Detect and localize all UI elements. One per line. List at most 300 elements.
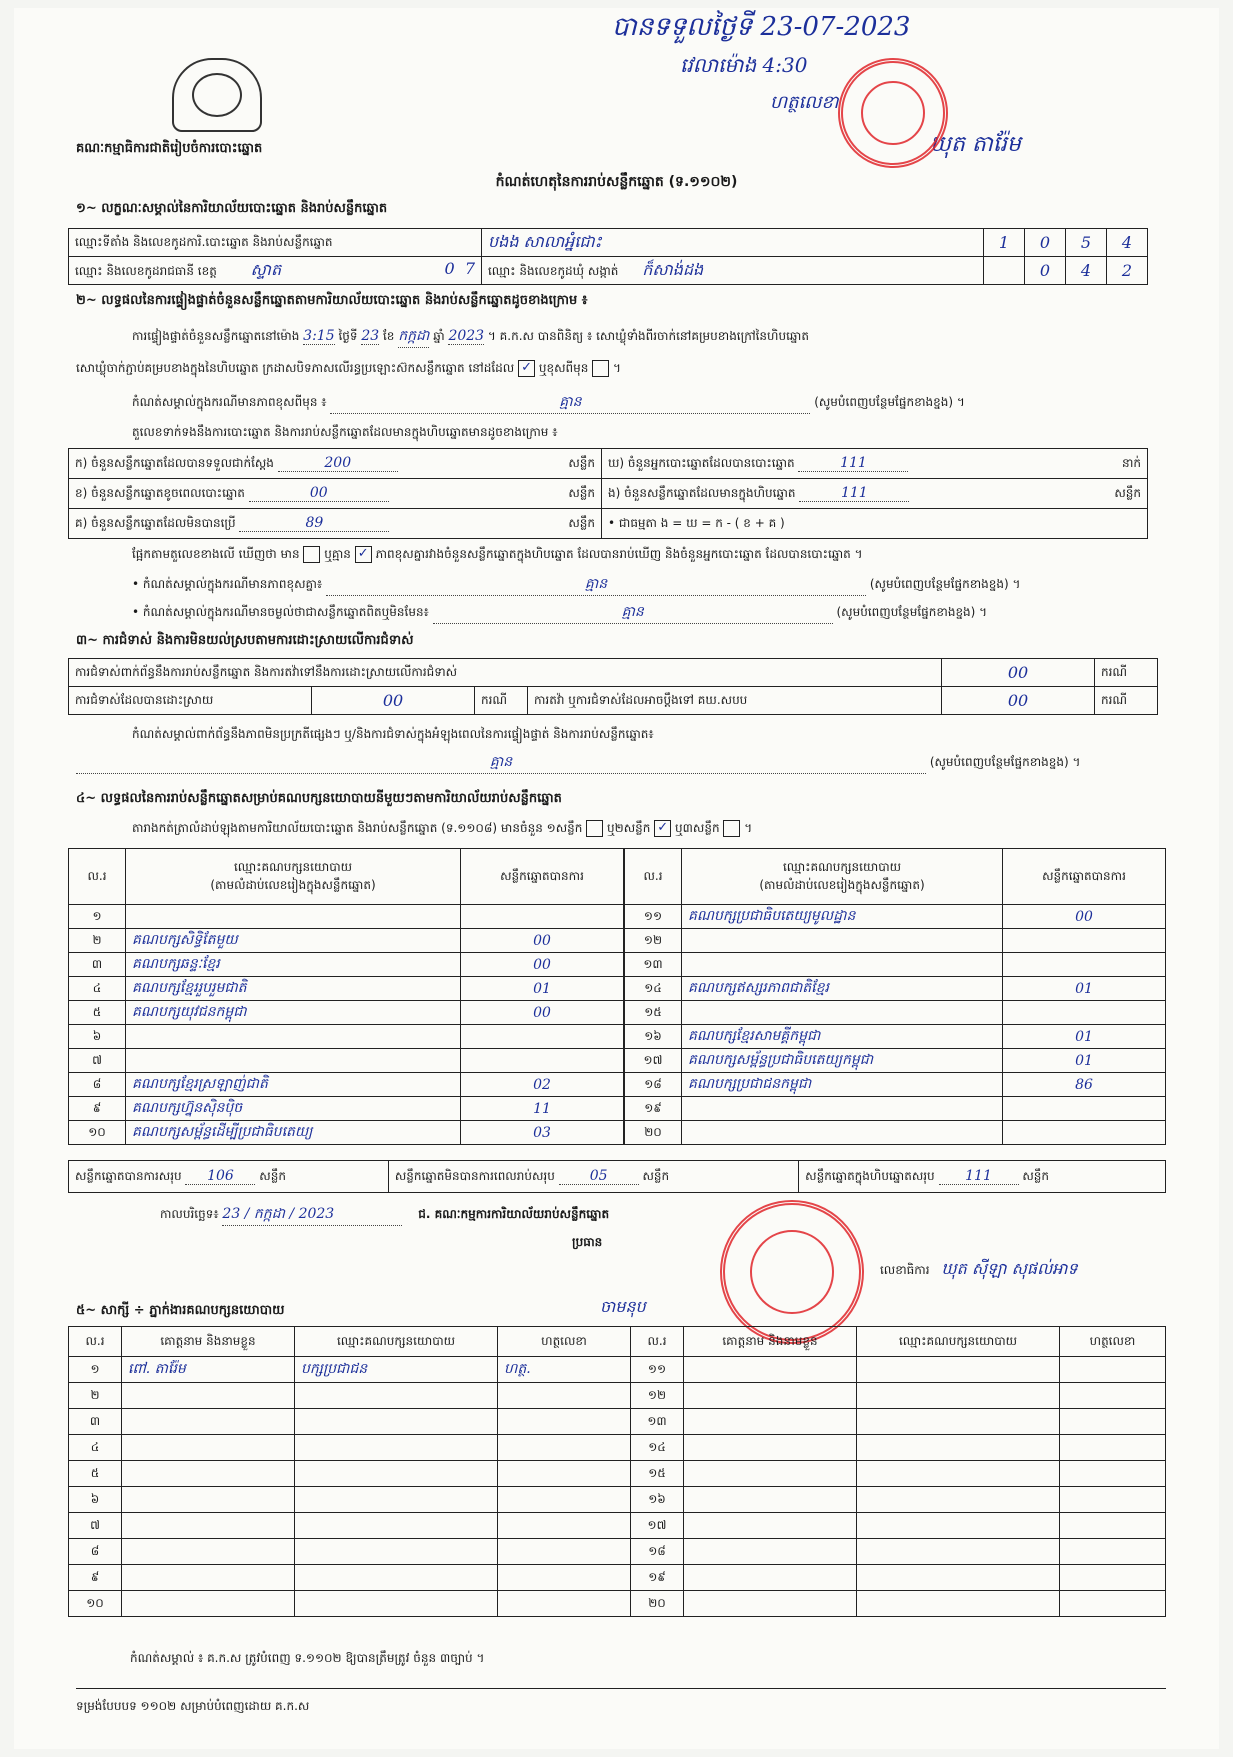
witness-name: ពៅ. តារ៉ែម xyxy=(122,1357,295,1383)
col-party xyxy=(126,849,461,905)
chair-label: ប្រធាន xyxy=(572,1235,603,1249)
witness-name xyxy=(122,1461,295,1487)
difference-no-checkbox[interactable]: ✓ xyxy=(355,546,372,563)
witness-signature-right xyxy=(1060,1383,1166,1409)
three-sheet-checkbox[interactable] xyxy=(723,820,740,837)
figure-e xyxy=(602,479,1148,509)
witness-no-right: ១១ xyxy=(631,1357,684,1383)
verify-year: 2023 xyxy=(448,328,485,344)
irregularity-hint: (សូមបំពេញបន្ថែមផ្នែកខាងខ្នង) ។ xyxy=(929,755,1081,769)
result-row xyxy=(625,929,1166,953)
note1-line xyxy=(132,392,1172,414)
footer-divider xyxy=(76,1688,1166,1689)
witness-name-right xyxy=(684,1435,857,1461)
witness-no-right: ១៩ xyxy=(631,1565,684,1591)
result-no: ១៤ xyxy=(625,977,682,1001)
total-box-value: 111 xyxy=(939,1168,1019,1185)
appeal-value: 00 xyxy=(942,687,1095,715)
witness-no-right: ១៣ xyxy=(631,1409,684,1435)
witness-row xyxy=(69,1513,1166,1539)
result-votes: 00 xyxy=(461,1001,624,1025)
witness-party-right xyxy=(857,1513,1060,1539)
witness-no: ៦ xyxy=(69,1487,122,1513)
figure-b-unit: សន្លឹក xyxy=(568,485,595,500)
resolved-label: ការជំទាស់ដែលបានដោះស្រាយ xyxy=(69,687,312,715)
witness-signature-right xyxy=(1060,1591,1166,1617)
witness-no: ៤ xyxy=(69,1435,122,1461)
result-no: ១ xyxy=(69,905,126,929)
result-party: គណបក្សសម្ព័ន្ធប្រជាធិបតេយ្យកម្ពុជា xyxy=(682,1049,1003,1073)
verify-text-f: សោឃ្លុំចាក់ភ្ជាប់គម្របខាងក្នុងនៃហិបឆ្នោត ក្រដាសបិទភាសលើរន្ធប្រឡោះស៊កសន្លឹកឆ្នោត នៅដដែល xyxy=(76,361,515,375)
witness-no: ៥ xyxy=(69,1461,122,1487)
province-code xyxy=(444,259,475,278)
witness-name-right xyxy=(684,1383,857,1409)
figure-c-unit: សន្លឹក xyxy=(568,515,595,530)
witness-name-right xyxy=(684,1461,857,1487)
result-no: ៨ xyxy=(69,1073,126,1097)
witness-name xyxy=(122,1539,295,1565)
province-label xyxy=(69,257,482,285)
witness-name-right xyxy=(684,1565,857,1591)
section4-heading: ៤~ លទ្ធផលនៃការរាប់សន្លឹកឆ្នោតសម្រាប់គណបក្សនយោបាយនីមួយៗតាមការិយាល័យរាប់សន្លឹកឆ្នោត xyxy=(76,791,562,806)
witness-party xyxy=(295,1487,498,1513)
total-invalid-unit: សន្លឹក xyxy=(642,1168,670,1183)
record-text-end: ។ xyxy=(744,821,753,835)
result-row xyxy=(69,953,624,977)
result-votes: 11 xyxy=(461,1097,624,1121)
witness-party xyxy=(295,1383,498,1409)
result-row xyxy=(69,1025,624,1049)
witness-name xyxy=(122,1591,295,1617)
location-value: បងង សាលាអ្នំជោះ xyxy=(482,229,984,257)
verify-time: 3:15 xyxy=(303,328,335,344)
commune-cell xyxy=(482,257,984,285)
witness-signature-right xyxy=(1060,1487,1166,1513)
w-col-sign: ហត្ថលេខា xyxy=(498,1327,631,1357)
resolved-value: 00 xyxy=(312,687,475,715)
result-votes xyxy=(461,1025,624,1049)
secretary-label: លេខាធិការ xyxy=(880,1263,930,1277)
witness-row xyxy=(69,1461,1166,1487)
result-votes xyxy=(1003,929,1166,953)
result-no: ៤ xyxy=(69,977,126,1001)
footer-note: កំណត់សម្គាល់ ៖ គ.ក.ស ត្រូវបំពេញ ទ.១១០២ ឱ្យបានត្រឹមត្រូវ ចំនួន ៣ច្បាប់ ។ xyxy=(130,1651,485,1665)
total-box-label: សន្លឹកឆ្នោតក្នុងហិបឆ្នោតសរុប xyxy=(805,1168,935,1183)
result-votes: 01 xyxy=(461,977,624,1001)
witness-row xyxy=(69,1435,1166,1461)
witness-row xyxy=(69,1591,1166,1617)
nec-logo xyxy=(172,58,262,132)
witness-no: ១០ xyxy=(69,1591,122,1617)
figure-c-value: 89 xyxy=(239,515,389,532)
result-no: ១៣ xyxy=(625,953,682,977)
col-party-right xyxy=(682,849,1003,905)
commune-code-2: 4 xyxy=(1066,257,1107,285)
province-code-2: 7 xyxy=(464,258,475,278)
result-row xyxy=(69,1121,624,1145)
witness-no: ៧ xyxy=(69,1513,122,1539)
witness-row xyxy=(69,1539,1166,1565)
difference-text-b: ឬគ្មាន xyxy=(324,547,351,561)
col-party-sub: (តាមលំដាប់លេខរៀងក្នុងសន្លឹកឆ្នោត) xyxy=(210,877,376,892)
appeal-label: ការតវ៉ា ឬការជំទាស់ដែលអាចប្តឹងទៅ គឃ.សបប xyxy=(528,687,942,715)
same-checkbox[interactable]: ✓ xyxy=(518,360,535,377)
committee-stamp xyxy=(720,1200,864,1344)
figure-d-label: ឃ) ចំនួនអ្នកបោះឆ្នោតដែលបានបោះឆ្នោត xyxy=(608,455,795,470)
witness-name-right xyxy=(684,1409,857,1435)
witness-signature xyxy=(498,1409,631,1435)
verify-line-2 xyxy=(76,360,621,378)
verify-text-b: ថ្ងៃទី xyxy=(338,329,358,343)
note1-label: កំណត់សម្គាល់ក្នុងករណីមានភាពខុសពីមុន ៖ xyxy=(132,395,327,409)
witness-row xyxy=(69,1565,1166,1591)
result-no: ៣ xyxy=(69,953,126,977)
w-col-sign-right: ហត្ថលេខា xyxy=(1060,1327,1166,1357)
w-col-party-right: ឈ្មោះគណបក្សនយោបាយ xyxy=(857,1327,1060,1357)
witness-no: ១ xyxy=(69,1357,122,1383)
witness-row xyxy=(69,1357,1166,1383)
w-col-name-right: គោត្តនាម និងនាមខ្លួន xyxy=(684,1327,857,1357)
result-row xyxy=(69,905,624,929)
result-votes xyxy=(461,905,624,929)
result-row xyxy=(69,977,624,1001)
bullet2-label: • កំណត់សម្គាល់ក្នុងករណីមានចម្ងល់ថាជាសន្លឹកឆ្នោតពិតឬមិនមែន៖ xyxy=(132,605,429,619)
col-party-right-sub: (តាមលំដាប់លេខរៀងក្នុងសន្លឹកឆ្នោត) xyxy=(759,877,925,892)
date-line xyxy=(160,1204,609,1226)
one-sheet-checkbox[interactable] xyxy=(586,820,603,837)
section1-heading: ១~ លក្ខណៈសម្គាល់នៃការិយាល័យបោះឆ្នោត និងរាប់សន្លឹកឆ្នោត xyxy=(76,201,388,216)
province-label-text: ឈ្មោះ និងលេខកូដរាជធានី ខេត្ត xyxy=(75,263,217,278)
verify-text-a: ការផ្ទៀងផ្ទាត់ចំនួនសន្លឹកឆ្នោតនៅម៉ោង xyxy=(132,329,300,343)
witness-party-right xyxy=(857,1591,1060,1617)
secretary-signature: ឃុត ស៊ីឡា សុផល់អាទ xyxy=(941,1259,1078,1278)
result-votes: 00 xyxy=(461,953,624,977)
objection-label: ការជំទាស់ពាក់ព័ន្ធនឹងការរាប់សន្លឹកឆ្នោត និងការតវ៉ាទៅនឹងការដោះស្រាយលើការជំទាស់ xyxy=(69,659,942,687)
figure-a-label: ក) ចំនួនសន្លឹកឆ្នោតដែលបានទទួលជាក់ស្តែង xyxy=(75,455,274,470)
witness-no-right: ១៨ xyxy=(631,1539,684,1565)
two-sheet-checkbox[interactable]: ✓ xyxy=(654,820,671,837)
result-party xyxy=(126,905,461,929)
footer-form: ទម្រង់បែបបទ ១១០២ សម្រាប់បំពេញដោយ គ.ក.ស xyxy=(76,1699,310,1713)
witness-no-right: ១៥ xyxy=(631,1461,684,1487)
figure-a-value: 200 xyxy=(278,455,398,472)
result-row xyxy=(625,1049,1166,1073)
verify-text-e: ។ គ.ក.ស បានពិនិត្យ ៖ សោឃ្លុំទាំងពីរចាក់នៅគម្របខាងក្រៅនៃហិបឆ្នោត xyxy=(487,329,809,343)
section3-heading: ៣~ ការជំទាស់ និងការមិនយល់ស្របតាមការដោះស្រាយលើការជំទាស់ xyxy=(76,633,414,648)
result-party: គណបក្សខ្មែររួបរួមជាតិ xyxy=(126,977,461,1001)
bullet1-hint: (សូមបំពេញបន្ថែមផ្នែកខាងខ្នង) ។ xyxy=(869,577,1021,591)
bullet1-line xyxy=(132,574,1172,596)
figure-c-label: គ) ចំនួនសន្លឹកឆ្នោតដែលមិនបានប្រើ xyxy=(75,515,236,530)
record-sheets-line xyxy=(132,820,752,838)
witness-no: ២ xyxy=(69,1383,122,1409)
result-no: ១៥ xyxy=(625,1001,682,1025)
total-valid-unit: សន្លឹក xyxy=(259,1168,286,1183)
witness-party-right xyxy=(857,1435,1060,1461)
total-invalid-value: 05 xyxy=(559,1168,639,1185)
witness-party-right xyxy=(857,1539,1060,1565)
commune-label: ឈ្មោះ និងលេខកូដឃុំ សង្កាត់ xyxy=(488,263,619,278)
result-votes xyxy=(1003,1001,1166,1025)
result-party xyxy=(126,1025,461,1049)
difference-text-c: ភាពខុសគ្នារវាងចំនួនសន្លឹកឆ្នោតក្នុងហិបឆ្នោត ដែលបានរាប់ឃើញ និងចំនួនអ្នកបោះឆ្នោត ដែលបានបោះឆ្នោត ។ xyxy=(375,547,863,561)
witness-party-right xyxy=(857,1383,1060,1409)
verify-day: 23 xyxy=(361,328,380,344)
result-party xyxy=(682,1001,1003,1025)
commune-code-spacer xyxy=(984,257,1025,285)
witness-name xyxy=(122,1383,295,1409)
witness-signature-right xyxy=(1060,1565,1166,1591)
witness-row xyxy=(69,1409,1166,1435)
witness-no: ៨ xyxy=(69,1539,122,1565)
witness-signature-right xyxy=(1060,1435,1166,1461)
commune-code-3: 2 xyxy=(1107,257,1148,285)
result-votes: 02 xyxy=(461,1073,624,1097)
verify-line-1 xyxy=(132,326,809,348)
witness-signature-right xyxy=(1060,1409,1166,1435)
figure-b xyxy=(69,479,602,509)
result-row xyxy=(625,1073,1166,1097)
result-votes: 01 xyxy=(1003,977,1166,1001)
figure-b-value: 00 xyxy=(249,485,389,502)
bullet1-label: • កំណត់សម្គាល់ក្នុងករណីមានភាពខុសគ្នា៖ xyxy=(132,577,323,591)
witness-party xyxy=(295,1513,498,1539)
figure-d-value: 111 xyxy=(798,455,908,472)
witness-party xyxy=(295,1539,498,1565)
result-row xyxy=(69,1049,624,1073)
witness-signature: ហត្ថ. xyxy=(498,1357,631,1383)
result-row xyxy=(69,1073,624,1097)
result-party: គណបក្សយុវជនកម្ពុជា xyxy=(126,1001,461,1025)
col-party-right-title: ឈ្មោះគណបក្សនយោបាយ xyxy=(782,859,902,874)
witness-signature-right xyxy=(1060,1357,1166,1383)
received-time: វេលាម៉ោង 4:30 xyxy=(680,53,808,77)
result-no: ១៨ xyxy=(625,1073,682,1097)
witness-party-right xyxy=(857,1487,1060,1513)
result-row xyxy=(625,1001,1166,1025)
result-row xyxy=(625,977,1166,1001)
witness-name-right xyxy=(684,1357,857,1383)
location-code-2: 0 xyxy=(1025,229,1066,257)
witness-signature-right xyxy=(1060,1539,1166,1565)
witness-row xyxy=(69,1383,1166,1409)
result-no: ២ xyxy=(69,929,126,953)
result-party xyxy=(682,953,1003,977)
figure-a xyxy=(69,449,602,479)
figure-e-unit: សន្លឹក xyxy=(1114,485,1141,500)
col-votes-right: សន្លឹកឆ្នោតបានការ xyxy=(1003,849,1166,905)
date-label: កាលបរិច្ឆេទ៖ xyxy=(160,1207,219,1221)
witness-name xyxy=(122,1487,295,1513)
total-invalid-label: សន្លឹកឆ្នោតមិនបានការពេលរាប់សរុប xyxy=(394,1168,555,1183)
result-party: គណបក្សប្រជាធិបតេយ្យមូលដ្ឋាន xyxy=(682,905,1003,929)
result-no: ៦ xyxy=(69,1025,126,1049)
figure-d xyxy=(602,449,1148,479)
witness-row xyxy=(69,1487,1166,1513)
witness-party-right xyxy=(857,1409,1060,1435)
resolved-unit: ករណី xyxy=(475,687,528,715)
commune-code-1: 0 xyxy=(1025,257,1066,285)
chair-signature: ចាមនុប xyxy=(600,1297,646,1316)
witness-name-right xyxy=(684,1487,857,1513)
witness-name xyxy=(122,1435,295,1461)
result-party: គណបក្សឆន្ទៈខ្មែរ xyxy=(126,953,461,977)
figure-formula: • ជាធម្មតា ង = ឃ = ក - ( ខ + គ ) xyxy=(602,509,1148,539)
appeal-unit: ករណី xyxy=(1095,687,1158,715)
result-row xyxy=(625,1097,1166,1121)
witness-signature xyxy=(498,1487,631,1513)
witness-name-right xyxy=(684,1539,857,1565)
result-row xyxy=(69,1001,624,1025)
location-code-3: 5 xyxy=(1066,229,1107,257)
result-party: គណបក្សសម្ព័ន្ធដើម្បីប្រជាធិបតេយ្យ xyxy=(126,1121,461,1145)
commune-value: ក៏សាង់ដង xyxy=(642,259,704,279)
result-row xyxy=(69,929,624,953)
date-value: 23 / កក្កដា / 2023 xyxy=(222,1204,402,1226)
result-votes xyxy=(1003,1097,1166,1121)
received-by: ហត្ថលេខា xyxy=(770,92,839,113)
committee-label: ជ. គណៈកម្មការការិយាល័យរាប់សន្លឹកឆ្នោត xyxy=(418,1207,610,1221)
irregularity-value: គ្មាន xyxy=(76,752,926,774)
result-party xyxy=(682,929,1003,953)
province-code-1: 0 xyxy=(444,258,455,278)
location-code-4: 4 xyxy=(1107,229,1148,257)
witness-signature xyxy=(498,1539,631,1565)
witness-no-right: ២០ xyxy=(631,1591,684,1617)
verify-text-d: ឆ្នាំ xyxy=(433,329,445,343)
irregularity-label: កំណត់សម្គាល់ពាក់ព័ន្ធនឹងភាពមិនប្រក្រតីផ្សេងៗ ឬ/និងការជំទាស់ក្នុងអំឡុងពេលនៃការផ្ទៀងផ្ទាត់ និងការរាប់សន្លឹកឆ្នោត៖ xyxy=(132,727,654,741)
verify-text-g: ឬខុសពីមុន xyxy=(538,361,589,375)
col-party-title: ឈ្មោះគណបក្សនយោបាយ xyxy=(233,859,353,874)
result-party xyxy=(126,1049,461,1073)
witness-no-right: ១២ xyxy=(631,1383,684,1409)
top-stamp xyxy=(838,58,948,168)
figures-intro: តួលេខទាក់ទងនឹងការបោះឆ្នោត និងការរាប់សន្លឹកឆ្នោតដែលមានក្នុងហិបឆ្នោតមានដូចខាងក្រោម ៖ xyxy=(132,425,558,439)
result-votes: 00 xyxy=(1003,905,1166,929)
witness-signature xyxy=(498,1591,631,1617)
result-no: ១០ xyxy=(69,1121,126,1145)
note1-value: គ្មាន xyxy=(330,392,810,414)
witness-table xyxy=(68,1326,1166,1617)
result-no: ៥ xyxy=(69,1001,126,1025)
witness-party xyxy=(295,1435,498,1461)
result-no: ៧ xyxy=(69,1049,126,1073)
result-party: គណបក្សឥស្សរភាពជាតិខ្មែរ xyxy=(682,977,1003,1001)
section1-table xyxy=(68,228,1148,285)
difference-yes-checkbox[interactable] xyxy=(303,546,320,563)
figure-e-value: 111 xyxy=(799,485,909,502)
province-value: ស្ទាត xyxy=(250,259,282,279)
witness-name xyxy=(122,1513,295,1539)
witness-no: ៣ xyxy=(69,1409,122,1435)
total-box-unit: សន្លឹក xyxy=(1022,1168,1049,1183)
location-label: ឈ្មោះទីតាំង និងលេខកូដការិ.បោះឆ្នោត និងរាប់សន្លឹកឆ្នោត xyxy=(69,229,482,257)
w-col-no-right: ល.រ xyxy=(631,1327,684,1357)
results-table-left xyxy=(68,848,624,1145)
w-col-name: គោត្តនាម និងនាមខ្លួន xyxy=(122,1327,295,1357)
result-no: ១១ xyxy=(625,905,682,929)
col-no-right: ល.រ xyxy=(625,849,682,905)
result-party: គណបក្សហ្វ៊ុនស៊ិនប៉ិច xyxy=(126,1097,461,1121)
difference-text-a: ផ្អែកតាមតួលេខខាងលើ ឃើញថា មាន xyxy=(132,547,300,561)
witness-name-right xyxy=(684,1513,857,1539)
witness-no-right: ១៧ xyxy=(631,1513,684,1539)
section5-heading: ៥~ សាក្សី ÷ ភ្នាក់ងារគណបក្សនយោបាយ xyxy=(76,1303,285,1318)
result-no: ២០ xyxy=(625,1121,682,1145)
witness-signature xyxy=(498,1383,631,1409)
witness-party xyxy=(295,1409,498,1435)
section2-heading: ២~ លទ្ធផលនៃការផ្ទៀងផ្ទាត់ចំនួនសន្លឹកឆ្នោតតាមការិយាល័យបោះឆ្នោត និងរាប់សន្លឹកឆ្នោតដូចខាងក្រោម ៖ xyxy=(76,293,588,308)
col-votes: សន្លឹកឆ្នោតបានការ xyxy=(461,849,624,905)
result-votes xyxy=(1003,1121,1166,1145)
result-votes: 00 xyxy=(461,929,624,953)
witness-party-right xyxy=(857,1565,1060,1591)
witness-no: ៩ xyxy=(69,1565,122,1591)
witness-name xyxy=(122,1565,295,1591)
result-row xyxy=(625,953,1166,977)
witness-party xyxy=(295,1461,498,1487)
total-valid-label: សន្លឹកឆ្នោតបានការសរុប xyxy=(75,1168,182,1183)
objection-table xyxy=(68,658,1158,715)
figures-table xyxy=(68,448,1148,539)
result-row xyxy=(69,1097,624,1121)
result-votes xyxy=(461,1049,624,1073)
witness-signature-right xyxy=(1060,1513,1166,1539)
result-no: ១៦ xyxy=(625,1025,682,1049)
figure-b-label: ខ) ចំនួនសន្លឹកឆ្នោតខូចពេលបោះឆ្នោត xyxy=(75,485,245,500)
result-party: គណបក្សខ្មែរស្រឡាញ់ជាតិ xyxy=(126,1073,461,1097)
result-no: ១៧ xyxy=(625,1049,682,1073)
result-votes: 03 xyxy=(461,1121,624,1145)
result-votes: 01 xyxy=(1003,1049,1166,1073)
bullet1-value: គ្មាន xyxy=(326,574,866,596)
witness-signature xyxy=(498,1461,631,1487)
verify-text-end: ។ xyxy=(613,361,621,375)
bullet2-hint: (សូមបំពេញបន្ថែមផ្នែកខាងខ្នង) ។ xyxy=(836,605,988,619)
witness-party: បក្សប្រជាជន xyxy=(295,1357,498,1383)
result-no: ៩ xyxy=(69,1097,126,1121)
result-no: ១៩ xyxy=(625,1097,682,1121)
difference-line xyxy=(132,546,863,564)
result-votes xyxy=(1003,953,1166,977)
result-no: ១២ xyxy=(625,929,682,953)
result-party: គណបក្សប្រជាជនកម្ពុជា xyxy=(682,1073,1003,1097)
form-title: កំណត់ហេតុនៃការរាប់សន្លឹកឆ្នោត (ទ.១១០២) xyxy=(495,174,738,190)
witness-signature-right xyxy=(1060,1461,1166,1487)
result-row xyxy=(625,1025,1166,1049)
witness-no-right: ១៦ xyxy=(631,1487,684,1513)
result-row xyxy=(625,1121,1166,1145)
org-name: គណៈកម្មាធិការជាតិរៀបចំការបោះឆ្នោត xyxy=(76,141,263,156)
changed-checkbox[interactable] xyxy=(592,360,609,377)
col-no: ល.រ xyxy=(69,849,126,905)
irregularity-line xyxy=(76,752,1166,774)
total-valid-cell xyxy=(69,1161,389,1193)
note1-hint: (សូមបំពេញបន្ថែមផ្នែកខាងខ្នង) ។ xyxy=(814,395,965,409)
totals-table xyxy=(68,1160,1166,1193)
witness-name-right xyxy=(684,1591,857,1617)
w-col-no: ល.រ xyxy=(69,1327,122,1357)
result-party: គណបក្សសិទ្ធិតែមួយ xyxy=(126,929,461,953)
verify-month: កក្កដា xyxy=(398,326,429,348)
objection-unit: ករណី xyxy=(1095,659,1158,687)
witness-party xyxy=(295,1591,498,1617)
result-party xyxy=(682,1121,1003,1145)
received-date: បានទទួលថ្ងៃទី 23-07-2023 xyxy=(612,12,911,42)
witness-party xyxy=(295,1565,498,1591)
figure-a-unit: សន្លឹក xyxy=(568,455,595,470)
secretary-line xyxy=(880,1258,1078,1282)
